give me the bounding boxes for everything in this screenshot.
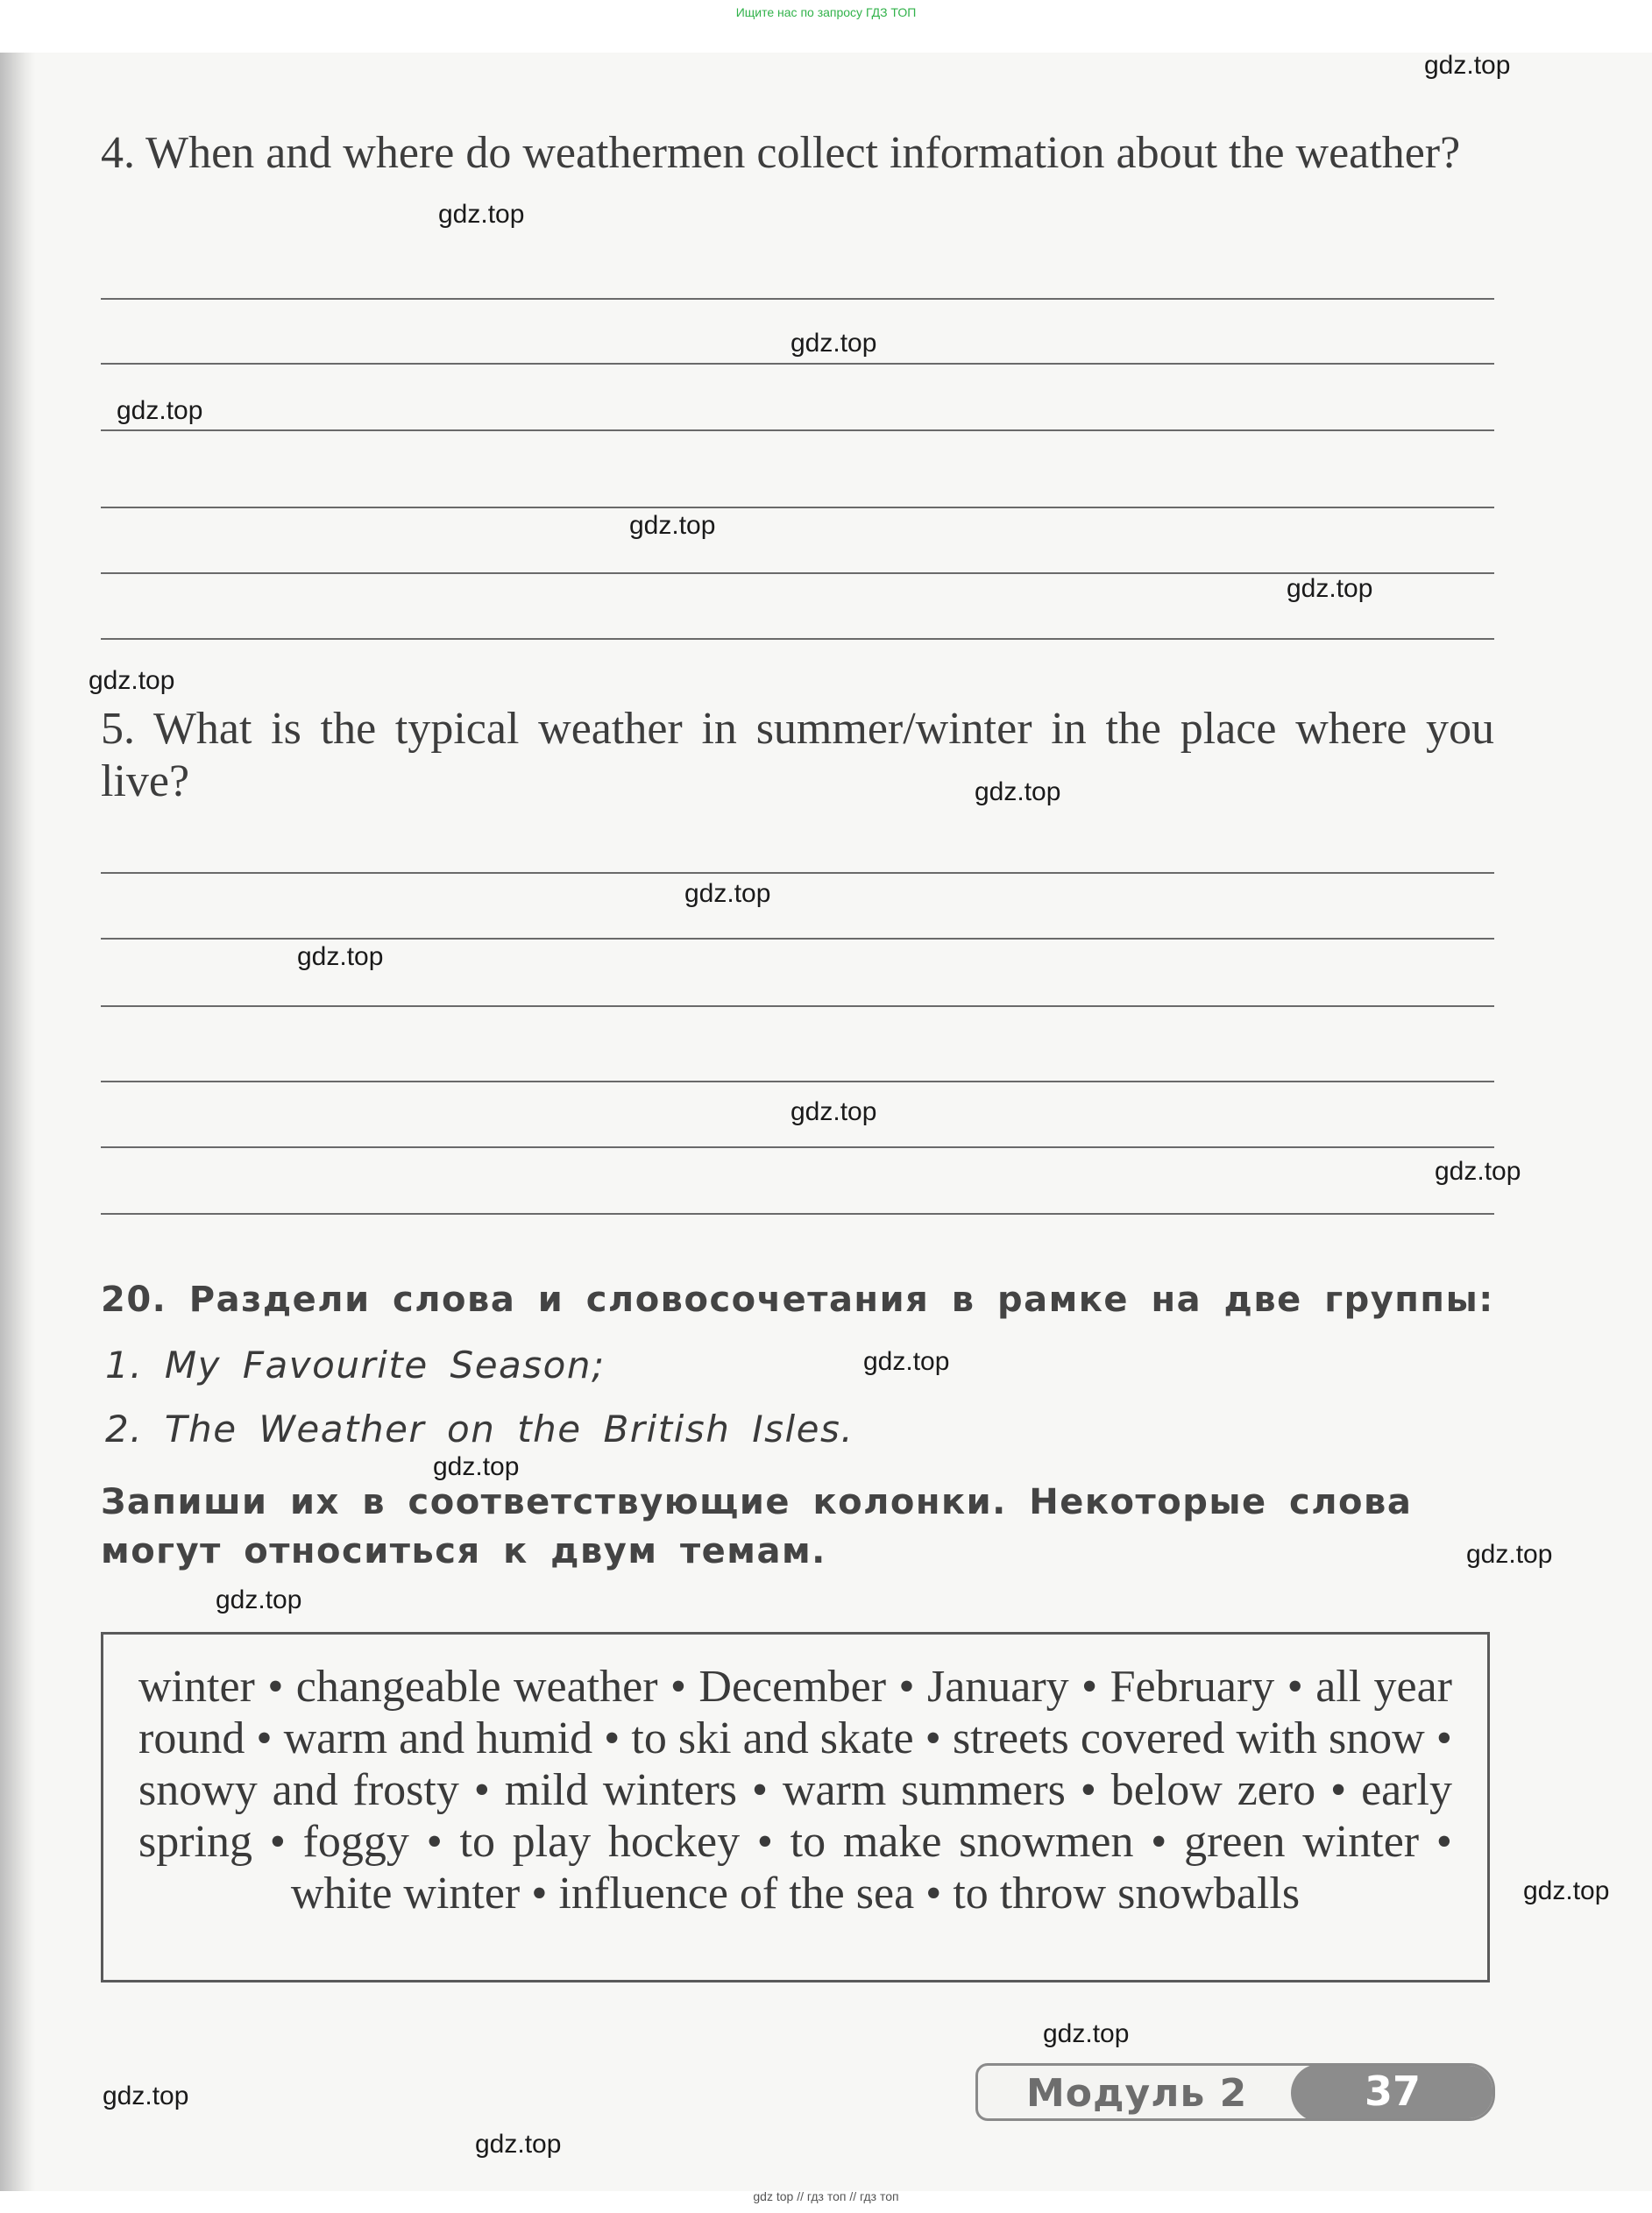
watermark: gdz.top: [1466, 1540, 1553, 1569]
answer-line: [101, 872, 1494, 874]
watermark: gdz.top: [863, 1347, 950, 1376]
watermark: gdz.top: [684, 879, 771, 908]
question-4: 4. When and where do weathermen collect information about the weather?: [101, 128, 1461, 178]
watermark: gdz.top: [1435, 1157, 1521, 1186]
watermark: gdz.top: [1523, 1876, 1610, 1905]
page-number-pill: [1291, 2064, 1494, 2121]
answer-line: [101, 572, 1494, 574]
task-20-group-2: 2. The Weather on the British Isles.: [105, 1408, 854, 1451]
watermark: gdz.top: [975, 777, 1061, 806]
watermark: gdz.top: [117, 396, 203, 425]
watermark: gdz.top: [297, 942, 384, 971]
watermark: gdz.top: [629, 511, 716, 540]
task-20-instruction: Запиши их в соответствующие колонки. Некоторые слова могут относиться к двум темам.: [101, 1482, 1413, 1571]
watermark: gdz.top: [438, 200, 525, 229]
watermark: gdz.top: [103, 2082, 189, 2110]
answer-line: [101, 507, 1494, 508]
watermark: gdz.top: [89, 666, 175, 695]
watermark: gdz.top: [791, 1097, 877, 1126]
watermark: gdz.top: [475, 2130, 562, 2159]
answer-line: [101, 1081, 1494, 1082]
watermark: gdz.top: [216, 1585, 302, 1614]
page-binding-shadow: [0, 53, 35, 2191]
watermark: gdz.top: [1043, 2019, 1130, 2048]
word-box: winter • changeable weather • December • January • February • all year round • warm and humid • to ski and skate • streets covered with snow • snowy and frosty • mild winters • warm summers • below zero • early spring • foggy • to play hockey • to make snowmen • green winter • white winter • influence of the sea • to throw snowballs: [101, 1632, 1490, 1982]
answer-line: [101, 363, 1494, 365]
answer-line: [101, 638, 1494, 640]
watermark: gdz.top: [433, 1452, 520, 1481]
question-5: 5. What is the typical weather in summer/winter in the place where you live?: [101, 704, 1494, 806]
watermark: gdz.top: [1287, 574, 1373, 603]
bottom-banner: gdz top // гдз топ // гдз топ: [753, 2189, 899, 2203]
page-number: 37: [1364, 2068, 1421, 2115]
task-20-title: 20. Раздели слова и словосочетания в рамке на две группы:: [101, 1280, 1494, 1320]
top-banner: Ищите нас по запросу ГДЗ ТОП: [735, 5, 917, 19]
task-20-group-1: 1. My Favourite Season;: [105, 1344, 606, 1387]
module-label: Модуль 2: [1026, 2071, 1248, 2116]
watermark: gdz.top: [791, 329, 877, 358]
answer-line: [101, 429, 1494, 431]
answer-line: [101, 298, 1494, 300]
answer-line: [101, 1005, 1494, 1007]
answer-line: [101, 1146, 1494, 1148]
watermark: gdz.top: [1424, 51, 1511, 80]
answer-line: [101, 938, 1494, 940]
answer-line: [101, 1213, 1494, 1215]
module-tab: [975, 2063, 1495, 2121]
